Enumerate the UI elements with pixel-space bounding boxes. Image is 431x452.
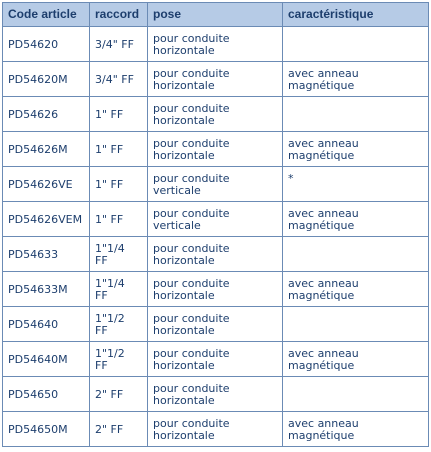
cell-raccord <box>90 167 148 202</box>
cell-pose <box>148 377 283 412</box>
table-row <box>3 307 429 342</box>
cell-code-article <box>3 412 90 447</box>
cell-caracteristique-text: * <box>288 172 294 185</box>
cell-caracteristique-text: avec anneau magnétique <box>288 347 359 372</box>
cell-code-article <box>3 97 90 132</box>
cell-caracteristique <box>283 342 429 377</box>
cell-caracteristique-text: avec anneau magnétique <box>288 417 359 442</box>
cell-pose <box>148 62 283 97</box>
cell-code-article-text: PD54626M <box>8 143 68 156</box>
cell-pose <box>148 27 283 62</box>
header-row <box>3 3 429 27</box>
cell-raccord <box>90 307 148 342</box>
cell-code-article <box>3 202 90 237</box>
table-row <box>3 237 429 272</box>
cell-raccord-text: 3/4" FF <box>95 73 134 86</box>
cell-code-article-text: PD54633 <box>8 248 59 261</box>
cell-raccord <box>90 237 148 272</box>
cell-raccord <box>90 202 148 237</box>
cell-raccord <box>90 377 148 412</box>
cell-raccord-text: 1"1/2 FF <box>95 347 125 372</box>
cell-caracteristique <box>283 97 429 132</box>
cell-raccord <box>90 27 148 62</box>
cell-pose-text: pour conduite horizontale <box>153 242 230 267</box>
cell-caracteristique <box>283 412 429 447</box>
cell-pose <box>148 237 283 272</box>
cell-caracteristique <box>283 62 429 97</box>
cell-raccord <box>90 272 148 307</box>
cell-code-article-text: PD54626VE <box>8 178 73 191</box>
cell-pose-text: pour conduite verticale <box>153 207 230 232</box>
cell-caracteristique <box>283 307 429 342</box>
table-header <box>3 3 429 27</box>
cell-pose <box>148 167 283 202</box>
table-row <box>3 272 429 307</box>
cell-raccord-text: 1" FF <box>95 108 124 121</box>
cell-raccord-text: 3/4" FF <box>95 38 134 51</box>
cell-pose <box>148 342 283 377</box>
cell-pose-text: pour conduite horizontale <box>153 417 230 442</box>
cell-code-article-text: PD54640 <box>8 318 59 331</box>
cell-pose <box>148 272 283 307</box>
cell-pose-text: pour conduite horizontale <box>153 67 230 92</box>
cell-raccord-text: 2" FF <box>95 388 124 401</box>
cell-raccord <box>90 62 148 97</box>
cell-code-article <box>3 307 90 342</box>
cell-code-article <box>3 132 90 167</box>
cell-code-article-text: PD54626 <box>8 108 59 121</box>
cell-raccord-text: 2" FF <box>95 423 124 436</box>
cell-caracteristique-text: avec anneau magnétique <box>288 277 359 302</box>
header-caracteristique: caractéristique <box>283 3 429 27</box>
cell-raccord <box>90 97 148 132</box>
cell-caracteristique-text: avec anneau magnétique <box>288 67 359 92</box>
cell-code-article <box>3 272 90 307</box>
cell-pose <box>148 97 283 132</box>
cell-code-article <box>3 377 90 412</box>
cell-caracteristique <box>283 167 429 202</box>
cell-code-article-text: PD54650 <box>8 388 59 401</box>
cell-raccord-text: 1"1/4 FF <box>95 242 125 267</box>
cell-code-article-text: PD54650M <box>8 423 68 436</box>
cell-pose-text: pour conduite horizontale <box>153 277 230 302</box>
cell-raccord-text: 1" FF <box>95 178 124 191</box>
header-raccord: raccord <box>90 3 148 27</box>
cell-raccord <box>90 342 148 377</box>
cell-pose <box>148 412 283 447</box>
cell-caracteristique <box>283 237 429 272</box>
cell-raccord <box>90 412 148 447</box>
table-row <box>3 27 429 62</box>
cell-raccord-text: 1"1/2 FF <box>95 312 125 337</box>
cell-code-article <box>3 167 90 202</box>
cell-pose <box>148 132 283 167</box>
cell-caracteristique <box>283 132 429 167</box>
cell-caracteristique <box>283 202 429 237</box>
cell-caracteristique-text: avec anneau magnétique <box>288 207 359 232</box>
cell-pose <box>148 202 283 237</box>
table-row <box>3 167 429 202</box>
cell-caracteristique <box>283 377 429 412</box>
cell-raccord-text: 1" FF <box>95 213 124 226</box>
cell-raccord <box>90 132 148 167</box>
table-body <box>3 27 429 447</box>
cell-pose <box>148 307 283 342</box>
header-code-article: Code article <box>3 3 90 27</box>
cell-code-article <box>3 342 90 377</box>
cell-raccord-text: 1"1/4 FF <box>95 277 125 302</box>
cell-code-article <box>3 237 90 272</box>
cell-pose-text: pour conduite horizontale <box>153 102 230 127</box>
cell-code-article-text: PD54620 <box>8 38 59 51</box>
cell-pose-text: pour conduite horizontale <box>153 137 230 162</box>
table-row <box>3 62 429 97</box>
table-row <box>3 412 429 447</box>
cell-code-article-text: PD54626VEM <box>8 213 83 226</box>
table-row <box>3 377 429 412</box>
table-row <box>3 202 429 237</box>
cell-pose-text: pour conduite horizontale <box>153 382 230 407</box>
cell-raccord-text: 1" FF <box>95 143 124 156</box>
table-row <box>3 132 429 167</box>
cell-pose-text: pour conduite horizontale <box>153 347 230 372</box>
cell-caracteristique <box>283 272 429 307</box>
table-row <box>3 342 429 377</box>
cell-pose-text: pour conduite horizontale <box>153 32 230 57</box>
cell-code-article <box>3 27 90 62</box>
cell-caracteristique <box>283 27 429 62</box>
cell-code-article-text: PD54620M <box>8 73 68 86</box>
product-table <box>2 2 429 447</box>
cell-code-article <box>3 62 90 97</box>
cell-pose-text: pour conduite verticale <box>153 172 230 197</box>
cell-caracteristique-text: avec anneau magnétique <box>288 137 359 162</box>
cell-code-article-text: PD54640M <box>8 353 68 366</box>
cell-code-article-text: PD54633M <box>8 283 68 296</box>
header-pose: pose <box>148 3 283 27</box>
cell-pose-text: pour conduite horizontale <box>153 312 230 337</box>
table-row <box>3 97 429 132</box>
